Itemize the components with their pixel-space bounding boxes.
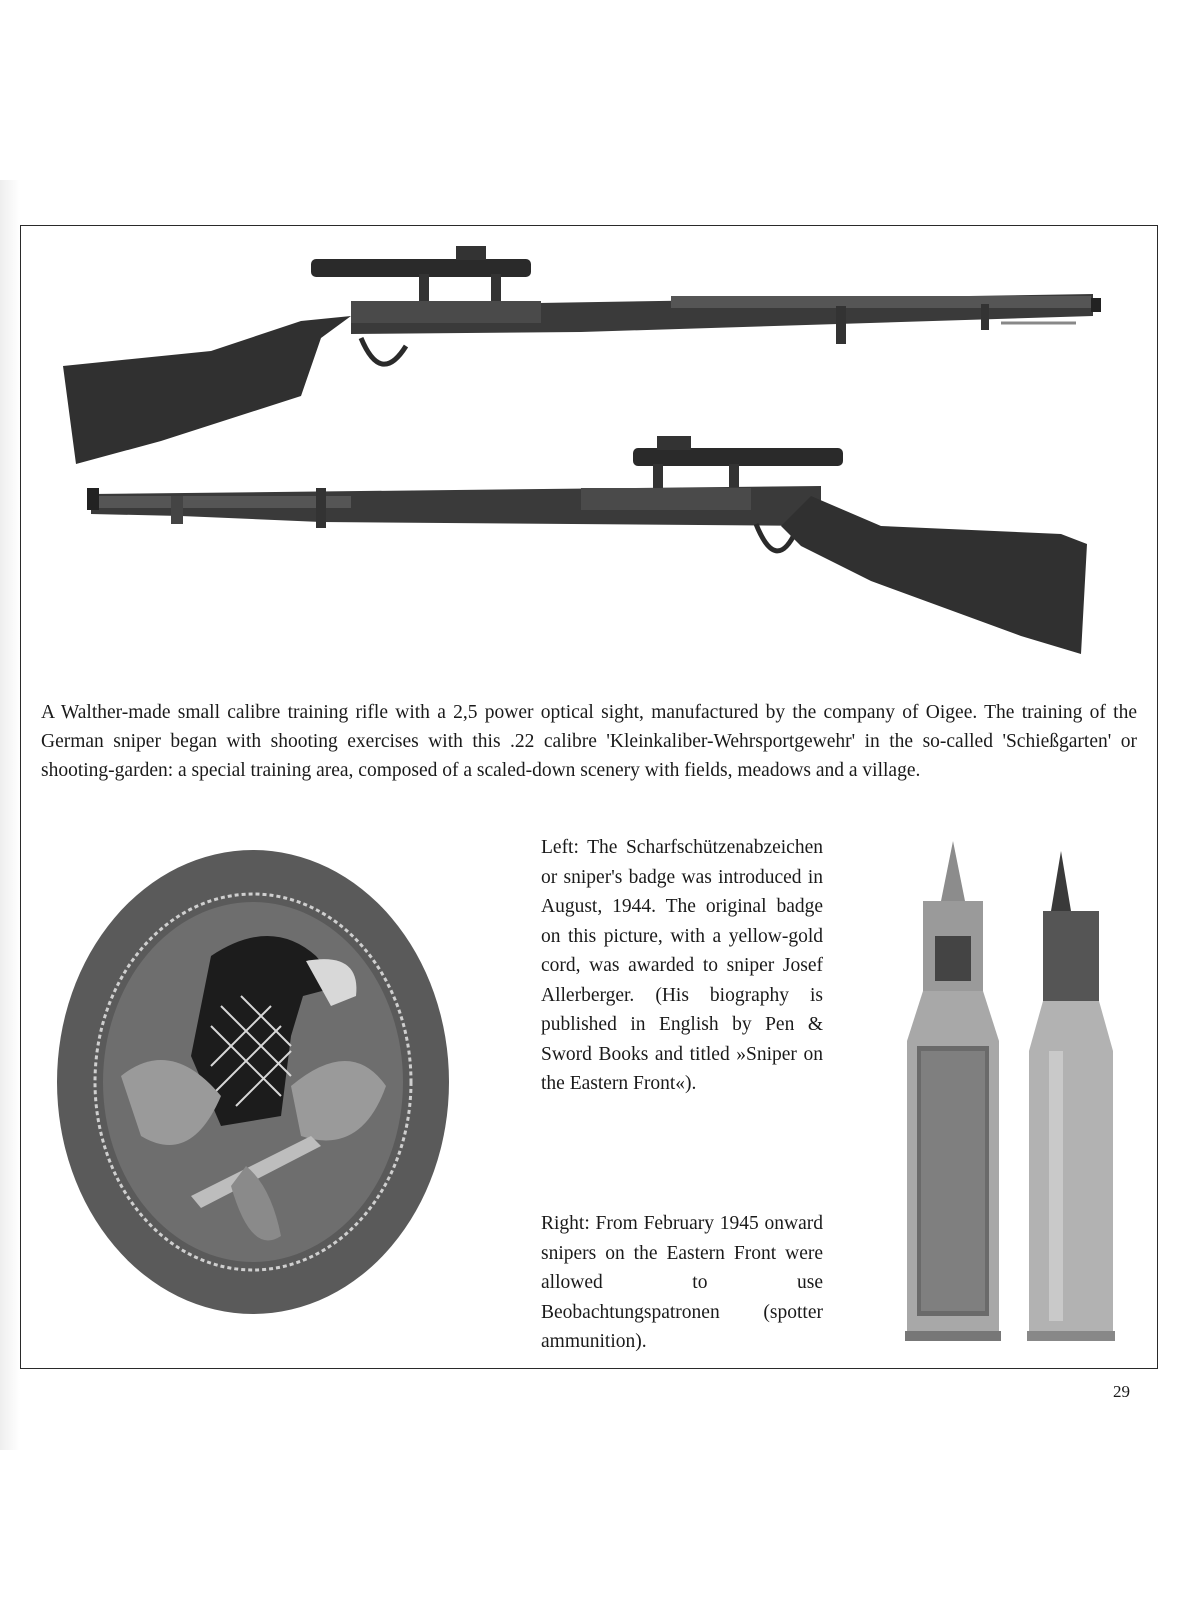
page-gutter-shadow bbox=[0, 180, 20, 1450]
complete-cartridge bbox=[1027, 851, 1115, 1341]
sectioned-cartridge bbox=[905, 841, 1001, 1341]
ammunition-caption: Right: From February 1945 onward snipers on the Eastern Front were allowed to use Beobachtungspatronen (spotter ammunition). bbox=[541, 1213, 823, 1352]
rifle-photograph bbox=[21, 226, 1157, 696]
rifle-bottom bbox=[87, 436, 1087, 654]
page-frame bbox=[20, 225, 1158, 1369]
sniper-badge-photograph bbox=[41, 836, 461, 1316]
spotter-ammunition-photograph bbox=[901, 841, 1151, 1351]
main-caption: A Walther-made small calibre training rifle with a 2,5 power optical sight, manufactured by the company of Oigee. The training of the German sniper began with shooting exercises with this .22 calibre 'Kleinkaliber-Wehrsportgewehr' in the so-called 'Schießgarten' or shooting-garden: a special training area, composed of a scaled-down scenery with fields, meadows and a village. bbox=[41, 702, 1137, 781]
rifle-top bbox=[63, 246, 1101, 464]
badge-caption: Left: The Scharfschützenabzeichen or sniper's badge was introduced in August, 1944. The original badge on this picture, with a yellow-gold cord, was awarded to sniper Josef Allerberger. (His biography is published in English by Pen & Sword Books and titled »Sniper on the Eastern Front«). bbox=[541, 837, 823, 1094]
page-number: 29 bbox=[1113, 1382, 1130, 1401]
